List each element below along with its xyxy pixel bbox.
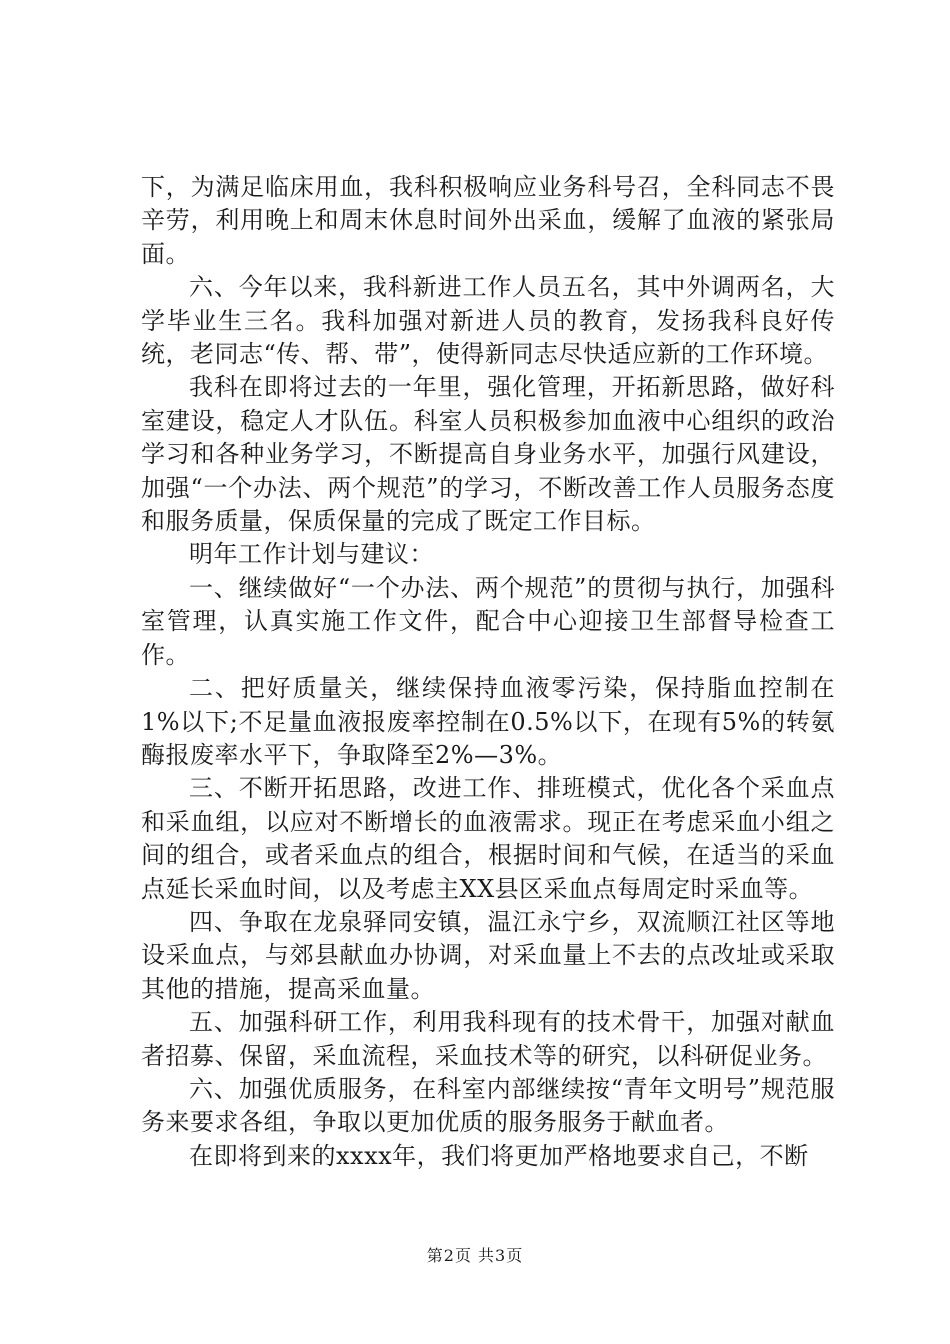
plan-item-3: 三、不断开拓思路，改进工作、排班模式，优化各个采血点和采血组，以应对不断增长的血液需求。现正在考虑采血小组之间的组合，或者采血点的组合，根据时间和气候，在适当的采血点延长采血时间，以及考虑主XX县区采血点每周定时采血等。: [141, 774, 835, 903]
paragraph-item-6-staff: 六、今年以来，我科新进工作人员五名，其中外调两名，大学毕业生三名。我科加强对新进人员的教育，发扬我科良好传统，老同志“传、帮、带”，使得新同志尽快适应新的工作环境。: [141, 273, 835, 369]
document-body: [141, 171, 835, 1173]
plan-item-5: 五、加强科研工作，利用我科现有的技术骨干，加强对献血者招募、保留，采血流程，采血技术等的研究，以科研促业务。: [141, 1008, 835, 1070]
paragraph-summary: 我科在即将过去的一年里，强化管理，开拓新思路，做好科室建设，稳定人才队伍。科室人员积极参加血液中心组织的政治学习和各种业务学习，不断提高自身业务水平，加强行风建设，加强“一个办法、两个规范”的学习，不断改善工作人员服务态度和服务质量，保质保量的完成了既定工作目标。: [141, 373, 835, 536]
plan-item-6: 六、加强优质服务，在科室内部继续按“青年文明号”规范服务来要求各组，争取以更加优质的服务服务于献血者。: [141, 1074, 835, 1137]
section-heading-plan: 明年工作计划与建议：: [189, 540, 434, 569]
plan-item-4: 四、争取在龙泉驿同安镇，温江永宁乡，双流顺江社区等地设采血点，与郊县献血办协调，对采血量上不去的点改址或采取其他的措施，提高采血量。: [141, 907, 835, 1003]
paragraph-continuation: 下，为满足临床用血，我科积极响应业务科号召，全科同志不畏辛劳，利用晚上和周末休息时间外出采血，缓解了血液的紧张局面。: [141, 173, 835, 268]
plan-item-1: 一、继续做好“一个办法、两个规范”的贯彻与执行，加强科室管理，认真实施工作文件，配合中心迎接卫生部督导检查工作。: [141, 573, 835, 669]
plan-item-2: 二、把好质量关，继续保持血液零污染，保持脂血控制在1%以下;不足量血液报废率控制在0.5%以下，在现有5%的转氨酶报废率水平下，争取降至2%—3%。: [141, 674, 835, 769]
paragraph-closing: 在即将到来的xxxx年，我们将更加严格地要求自己，不断: [189, 1141, 809, 1170]
page-number-footer: 第2页 共3页: [426, 1246, 524, 1265]
